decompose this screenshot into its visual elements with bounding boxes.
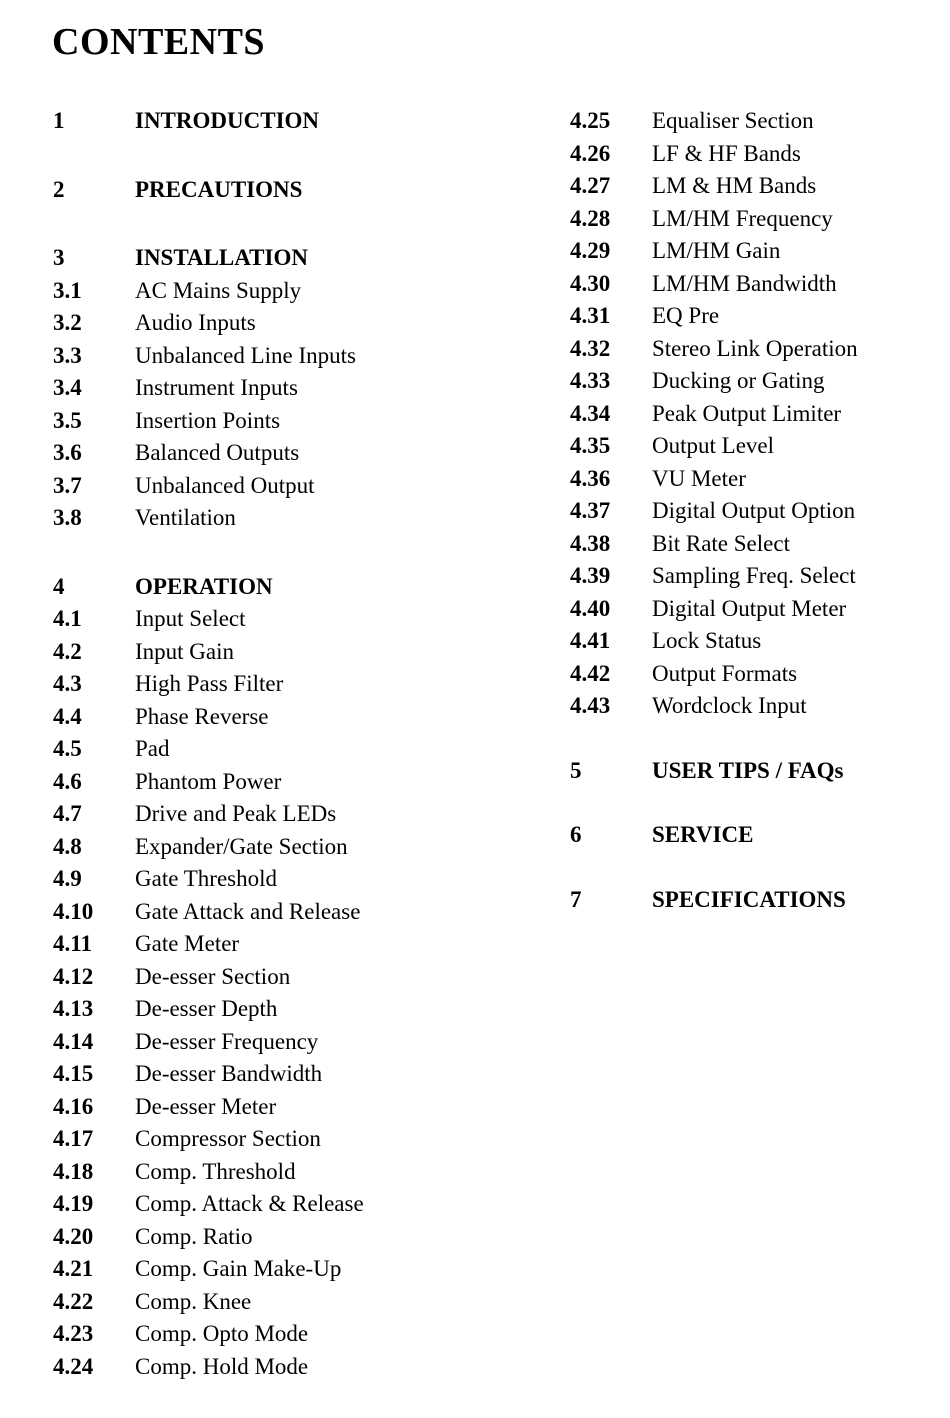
toc-entry-number: 4.17 (53, 1126, 94, 1151)
toc-group (53, 174, 503, 207)
toc-entry-row (53, 1058, 503, 1091)
toc-entry-row (53, 896, 503, 929)
toc-entry-title: LM & HM Bands (652, 173, 817, 198)
toc-entry-number: 4.38 (570, 530, 611, 556)
toc-entry-row (53, 733, 503, 766)
toc-section-row (53, 105, 503, 138)
toc-entry-number: 3 (53, 245, 65, 270)
toc-entry-title: Input Gain (135, 638, 235, 664)
toc-entry-title: Wordclock Input (652, 693, 807, 718)
toc-entry-number: 4.28 (570, 205, 611, 231)
toc-entry-row (53, 603, 503, 636)
toc-section-row (53, 242, 503, 275)
toc-group (570, 884, 940, 917)
toc-entry-title: LM/HM Frequency (652, 205, 833, 231)
toc-entry-number: 4.20 (53, 1223, 94, 1249)
toc-entry-title: Pad (135, 736, 170, 761)
toc-entry-title: Phase Reverse (135, 703, 269, 729)
toc-entry-row (570, 593, 940, 626)
toc-entry-number: 4.41 (570, 628, 611, 653)
toc-entry-title: Gate Threshold (135, 866, 278, 891)
toc-entry-title: Ventilation (135, 505, 236, 530)
toc-entry-row (570, 203, 940, 236)
toc-entry-number: 4.43 (570, 693, 611, 718)
toc-section-row (570, 819, 940, 852)
toc-entry-number: 3.5 (53, 407, 82, 433)
toc-entry-title: Unbalanced Output (135, 472, 315, 498)
toc-entry-row (570, 300, 940, 333)
toc-entry-title: Balanced Outputs (135, 440, 300, 465)
toc-section-row (53, 571, 503, 604)
toc-entry-row (53, 636, 503, 669)
toc-entry-row (53, 1253, 503, 1286)
toc-entry-number: 4.14 (53, 1028, 94, 1054)
toc-entry-number: 4 (53, 573, 65, 599)
toc-entry-number: 4.7 (53, 801, 82, 826)
toc-entry-row (53, 798, 503, 831)
toc-entry-row (53, 1221, 503, 1254)
toc-entry-number: 3.6 (53, 440, 82, 465)
toc-entry-title: Ducking or Gating (652, 368, 825, 393)
toc-entry-title: De-esser Frequency (135, 1028, 319, 1054)
toc-entry-row (53, 1156, 503, 1189)
toc-entry-title: Digital Output Meter (652, 595, 847, 621)
toc-entry-number: 4.40 (570, 595, 611, 621)
toc-entry-title: INSTALLATION (135, 245, 308, 270)
toc-section-row (570, 884, 940, 917)
toc-section-row (570, 755, 940, 788)
toc-entry-row (53, 502, 503, 535)
toc-section-row (53, 174, 503, 207)
toc-entry-title: High Pass Filter (135, 671, 284, 696)
toc-entry-title: Drive and Peak LEDs (135, 801, 337, 826)
toc-entry-title: De-esser Bandwidth (135, 1061, 323, 1086)
toc-entry-row (570, 430, 940, 463)
toc-entry-number: 4.1 (53, 606, 82, 631)
toc-entry-row (53, 437, 503, 470)
toc-entry-title: Comp. Ratio (135, 1223, 253, 1249)
toc-entry-title: De-esser Depth (135, 996, 278, 1021)
toc-entry-title: Audio Inputs (135, 310, 256, 335)
toc-entry-row (53, 470, 503, 503)
toc-entry-number: 4.4 (53, 703, 82, 729)
toc-entry-row (53, 1188, 503, 1221)
toc-entry-number: 4.18 (53, 1158, 94, 1184)
toc-entry-number: 4.32 (570, 335, 611, 361)
toc-entry-row (570, 333, 940, 366)
toc-entry-title: OPERATION (135, 573, 273, 599)
toc-entry-row (53, 307, 503, 340)
toc-entry-title: Digital Output Option (652, 498, 856, 523)
toc-entry-row (570, 463, 940, 496)
toc-entry-row (570, 398, 940, 431)
toc-entry-title: Comp. Gain Make-Up (135, 1256, 342, 1281)
toc-entry-row (570, 528, 940, 561)
toc-entry-number: 4.16 (53, 1093, 94, 1119)
toc-entry-number: 4.42 (570, 660, 611, 686)
toc-entry-title: Comp. Opto Mode (135, 1321, 309, 1346)
toc-entry-row (53, 701, 503, 734)
toc-right-column (570, 105, 940, 916)
toc-entry-number: 4.22 (53, 1288, 94, 1314)
toc-entry-title: LM/HM Gain (652, 238, 781, 263)
toc-entry-title: LM/HM Bandwidth (652, 270, 837, 296)
toc-entry-number: 3.4 (53, 375, 82, 400)
toc-entry-title: Input Select (135, 606, 246, 631)
toc-entry-row (53, 405, 503, 438)
toc-group (53, 242, 503, 535)
toc-entry-title: Phantom Power (135, 768, 282, 794)
toc-entry-number: 4.39 (570, 563, 611, 588)
toc-entry-title: Bit Rate Select (652, 530, 790, 556)
toc-entry-row (53, 1026, 503, 1059)
toc-entry-number: 4.2 (53, 638, 82, 664)
toc-entry-title: Expander/Gate Section (135, 833, 348, 859)
toc-entry-number: 4.8 (53, 833, 82, 859)
toc-entry-row (53, 993, 503, 1026)
toc-entry-title: Output Formats (652, 660, 798, 686)
toc-entry-row (53, 928, 503, 961)
toc-entry-title: SPECIFICATIONS (652, 886, 846, 912)
toc-entry-number: 4.33 (570, 368, 611, 393)
toc-entry-row (53, 1318, 503, 1351)
toc-entry-title: Sampling Freq. Select (652, 563, 856, 588)
toc-entry-number: 3.1 (53, 277, 82, 303)
toc-entry-number: 3.7 (53, 472, 82, 498)
toc-entry-row (53, 1123, 503, 1156)
toc-entry-title: Comp. Threshold (135, 1158, 296, 1184)
toc-group (53, 571, 503, 1384)
toc-entry-row (570, 170, 940, 203)
toc-entry-title: VU Meter (652, 465, 746, 491)
toc-entry-number: 3.8 (53, 505, 82, 530)
toc-entry-title: PRECAUTIONS (135, 176, 303, 202)
toc-entry-number: 4.30 (570, 270, 611, 296)
toc-entry-row (570, 268, 940, 301)
toc-entry-number: 4.37 (570, 498, 611, 523)
toc-entry-title: De-esser Meter (135, 1093, 277, 1119)
toc-entry-number: 4.3 (53, 671, 82, 696)
toc-entry-row (570, 690, 940, 723)
toc-entry-number: 4.35 (570, 433, 611, 458)
toc-entry-row (570, 235, 940, 268)
toc-entry-row (53, 275, 503, 308)
toc-left-column (53, 105, 503, 1383)
toc-entry-number: 4.25 (570, 108, 611, 133)
toc-entry-row (570, 105, 940, 138)
toc-entry-number: 4.23 (53, 1321, 94, 1346)
toc-entry-number: 4.36 (570, 465, 611, 491)
toc-entry-number: 4.11 (53, 931, 92, 956)
toc-entry-row (53, 340, 503, 373)
toc-entry-title: INTRODUCTION (135, 108, 320, 133)
toc-entry-title: Comp. Attack & Release (135, 1191, 364, 1216)
toc-entry-number: 1 (53, 108, 65, 133)
toc-entry-number: 4.34 (570, 400, 611, 426)
toc-entry-number: 6 (570, 822, 582, 847)
toc-entry-number: 4.6 (53, 768, 82, 794)
toc-entry-title: Comp. Hold Mode (135, 1353, 309, 1379)
toc-entry-title: Compressor Section (135, 1126, 321, 1151)
toc-entry-title: SERVICE (652, 822, 754, 847)
toc-entry-number: 4.27 (570, 173, 611, 198)
toc-entry-number: 4.15 (53, 1061, 94, 1086)
toc-entry-number: 2 (53, 176, 65, 202)
toc-entry-number: 4.31 (570, 303, 611, 328)
toc-group (53, 105, 503, 138)
toc-entry-row (53, 863, 503, 896)
toc-entry-title: Comp. Knee (135, 1288, 252, 1314)
toc-entry-number: 4.10 (53, 898, 94, 924)
toc-entry-title: Instrument Inputs (135, 375, 298, 400)
toc-entry-number: 4.13 (53, 996, 94, 1021)
toc-entry-title: EQ Pre (652, 303, 720, 328)
toc-entry-row (53, 961, 503, 994)
toc-entry-row (53, 1286, 503, 1319)
toc-entry-number: 4.19 (53, 1191, 94, 1216)
toc-entry-title: Stereo Link Operation (652, 335, 858, 361)
toc-group (570, 819, 940, 852)
toc-entry-row (53, 372, 503, 405)
toc-entry-number: 5 (570, 757, 582, 783)
toc-entry-number: 7 (570, 886, 582, 912)
toc-entry-title: Gate Meter (135, 931, 240, 956)
toc-entry-row (570, 560, 940, 593)
toc-entry-title: Gate Attack and Release (135, 898, 361, 924)
toc-entry-title: LF & HF Bands (652, 140, 801, 166)
toc-entry-row (53, 831, 503, 864)
toc-entry-title: Equaliser Section (652, 108, 814, 133)
toc-entry-title: Insertion Points (135, 407, 281, 433)
toc-entry-row (570, 658, 940, 691)
toc-entry-title: AC Mains Supply (135, 277, 302, 303)
toc-entry-row (570, 495, 940, 528)
toc-entry-number: 4.5 (53, 736, 82, 761)
toc-entry-number: 3.2 (53, 310, 82, 335)
toc-entry-row (570, 365, 940, 398)
toc-entry-title: Lock Status (652, 628, 762, 653)
toc-entry-title: De-esser Section (135, 963, 291, 989)
toc-entry-number: 4.9 (53, 866, 82, 891)
toc-entry-title: Unbalanced Line Inputs (135, 342, 356, 368)
toc-group (570, 755, 940, 788)
toc-entry-number: 4.29 (570, 238, 611, 263)
toc-entry-row (53, 1351, 503, 1384)
toc-group (570, 105, 940, 723)
toc-entry-row (53, 1091, 503, 1124)
toc-entry-number: 4.24 (53, 1353, 94, 1379)
toc-entry-title: Output Level (652, 433, 774, 458)
toc-entry-number: 4.12 (53, 963, 94, 989)
toc-entry-number: 4.21 (53, 1256, 94, 1281)
toc-entry-title: USER TIPS / FAQs (652, 757, 844, 783)
toc-entry-title: Peak Output Limiter (652, 400, 842, 426)
page-title: CONTENTS (52, 21, 266, 63)
toc-entry-row (570, 625, 940, 658)
toc-entry-number: 4.26 (570, 140, 611, 166)
toc-entry-row (570, 138, 940, 171)
toc-entry-number: 3.3 (53, 342, 82, 368)
toc-entry-row (53, 766, 503, 799)
toc-entry-row (53, 668, 503, 701)
